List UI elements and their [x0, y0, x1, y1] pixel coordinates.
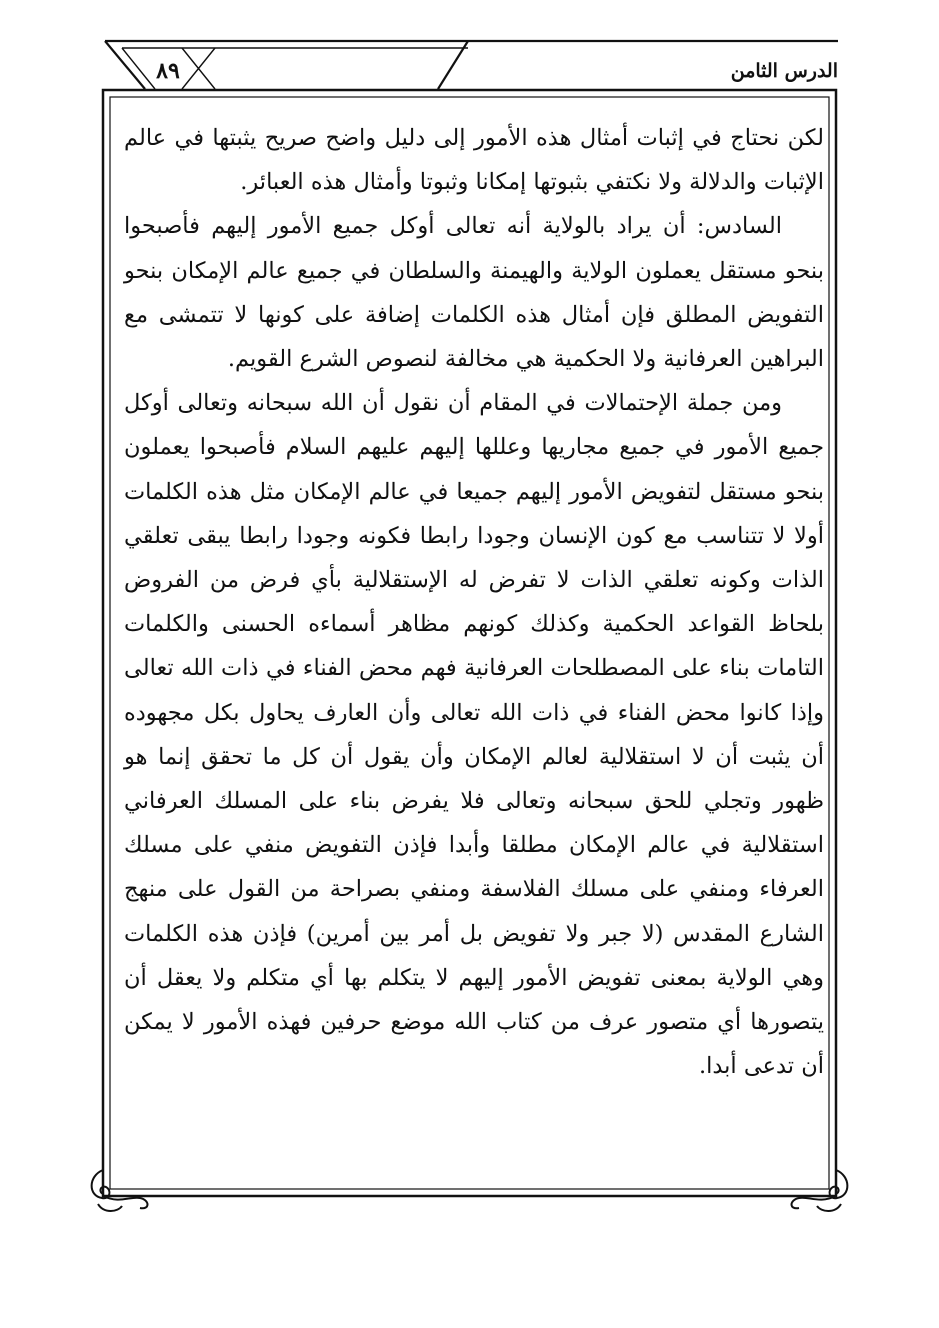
paragraph: ومن جملة الإحتمالات في المقام أن نقول أن الله سبحانه وتعالى أوكل جميع الأمور في جميع مجاريها وعللها إليهم عليهم السلام فأصبحوا يعملون بنحو مستقل لتفويض الأمور إليهم جميعا في عالم الإمكان مثل هذه الكلمات أولا لا تتناسب مع كون الإنسان وجودا رابطا فكونه وجودا رابطا يبقى تعلقي الذات وكونه تعلقي الذات لا تفرض له الإستقلالية بأي فرض من الفروض بلحاظ القواعد الحكمية وكذلك كونهم مظاهر أسماءه الحسنى والكلمات التامات بناء على المصطلحات العرفانية فهم محض الفناء في ذات الله تعالى وإذا كانوا محض الفناء في ذات الله تعالى وأن العارف يحاول بكل مجهوده أن يثبت أن لا استقلالية لعالم الإمكان وأن يقول أن كل ما تحقق إنما هو ظهور وتجلي للحق سبحانه وتعالى فلا يفرض بناء على المسلك العرفاني استقلالية في عالم الإمكان مطلقا وأبدا فإذن التفويض منفي على مسلك العرفاء ومنفي على مسلك الفلاسفة ومنفي بصراحة من القول على منهج الشارع المقدس (لا جبر ولا تفويض بل أمر بين أمرين) فإذن هذه الكلمات وهي الولاية بمعنى تفويض الأمور إليهم لا يتكلم بها أي متكلم ولا يعقل أن يتصورها أي متصور عرف من كتاب الله موضع حرفين فهذه الأمور لا يمكن أن تدعى أبدا. — [124, 390, 824, 1080]
chapter-title: الدرس الثامن — [730, 60, 838, 82]
text-body — [124, 116, 824, 1196]
paragraph: لكن نحتاج في إثبات أمثال هذه الأمور إلى دليل واضح صريح يثبتها في عالم الإثبات والدلالة ولا نكتفي بثبوتها إمكانا وثبوتا وأمثال هذه العبائر. — [124, 125, 824, 196]
paragraph: السادس: أن يراد بالولاية أنه تعالى أوكل جميع الأمور إليهم فأصبحوا بنحو مستقل يعملون الولاية والهيمنة والسلطان في جميع عالم الإمكان بنحو التفويض المطلق فإن أمثال هذه الكلمات إضافة على كونها لا تتمشى مع البراهين العرفانية ولا الحكمية هي مخالفة لنصوص الشرع القويم. — [124, 213, 824, 373]
page-number: ٨٩ — [156, 58, 180, 84]
